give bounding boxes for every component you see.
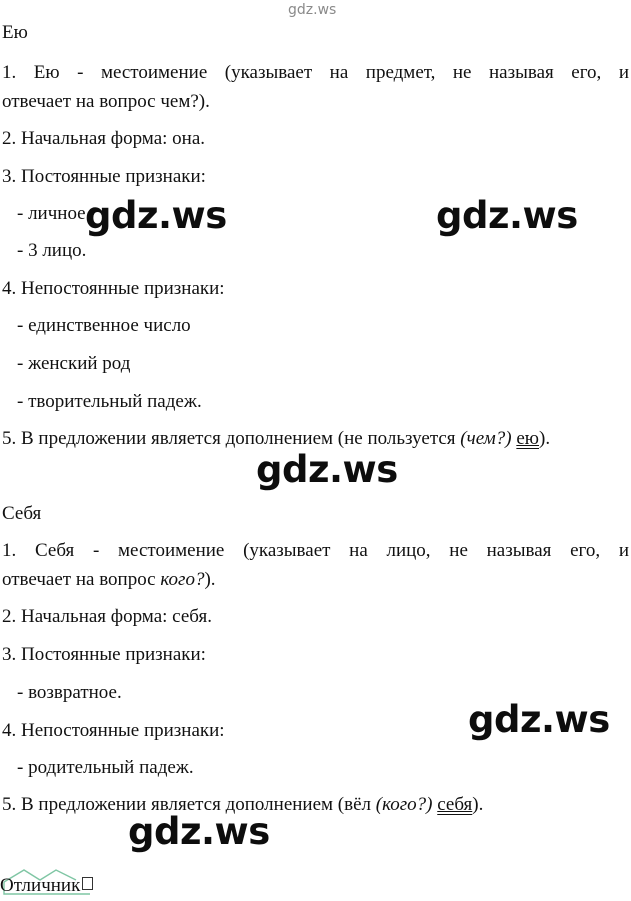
section1-point5-text: 5. В предложении является дополнением (не пользуется <box>2 428 461 449</box>
section2-point4: 4. Непостоянные признаки: <box>2 720 225 741</box>
section2-point1-text: отвечает на вопрос <box>2 569 161 590</box>
watermark: gdz.ws <box>85 194 227 237</box>
section1-point5-word: ею <box>516 428 539 449</box>
section2-point1-question: кого? <box>160 569 205 590</box>
section1-point4-item: - женский род <box>17 353 131 374</box>
section1-point4-item: - единственное число <box>17 315 191 336</box>
section2-point4-item: - родительный падеж. <box>17 757 194 778</box>
section1-point4: 4. Непостоянные признаки: <box>2 278 225 299</box>
section1-point5 <box>2 428 550 450</box>
section1-point1-line1: 1. Ею - местоимение (указывает на предмет, не называя его, и <box>2 62 629 83</box>
checkbox-glyph-icon <box>82 877 93 890</box>
section1-point2: 2. Начальная форма: она. <box>2 128 206 149</box>
section2-point5-end: ). <box>472 794 484 815</box>
watermark: gdz.ws <box>256 448 398 491</box>
section1-point1-line2: отвечает на вопрос чем?). <box>2 91 210 112</box>
footer-label-row <box>0 875 93 897</box>
top-watermark: gdz.ws <box>288 2 337 18</box>
section2-point5-word: себя <box>437 794 473 815</box>
section2-point5-question: (кого?) <box>375 794 433 815</box>
section2-point2: 2. Начальная форма: себя. <box>2 606 212 627</box>
section1-point3-item: - 3 лицо. <box>17 240 87 261</box>
section1-point5-end: ). <box>539 428 551 449</box>
section2-point1-line2 <box>2 569 216 591</box>
section2-point3: 3. Постоянные признаки: <box>2 644 206 665</box>
section1-point3: 3. Постоянные признаки: <box>2 166 206 187</box>
watermark: gdz.ws <box>128 810 270 853</box>
section2-point1-line1: 1. Себя - местоимение (указывает на лицо, не называя его, и <box>2 540 629 561</box>
section-heading-eyu: Ею <box>2 22 28 43</box>
watermark: gdz.ws <box>468 698 610 741</box>
watermark: gdz.ws <box>436 194 578 237</box>
section2-point3-item: - возвратное. <box>17 682 122 703</box>
footer-label: Отличник <box>0 875 81 896</box>
section2-point5-text: 5. В предложении является дополнением (вёл <box>2 794 376 815</box>
section1-point5-question: (чем?) <box>460 428 512 449</box>
section-heading-sebya: Себя <box>2 503 42 524</box>
section1-point4-item: - творительный падеж. <box>17 391 202 412</box>
section2-point1-end: ). <box>204 569 216 590</box>
section1-point3-item: - личное <box>17 203 86 224</box>
